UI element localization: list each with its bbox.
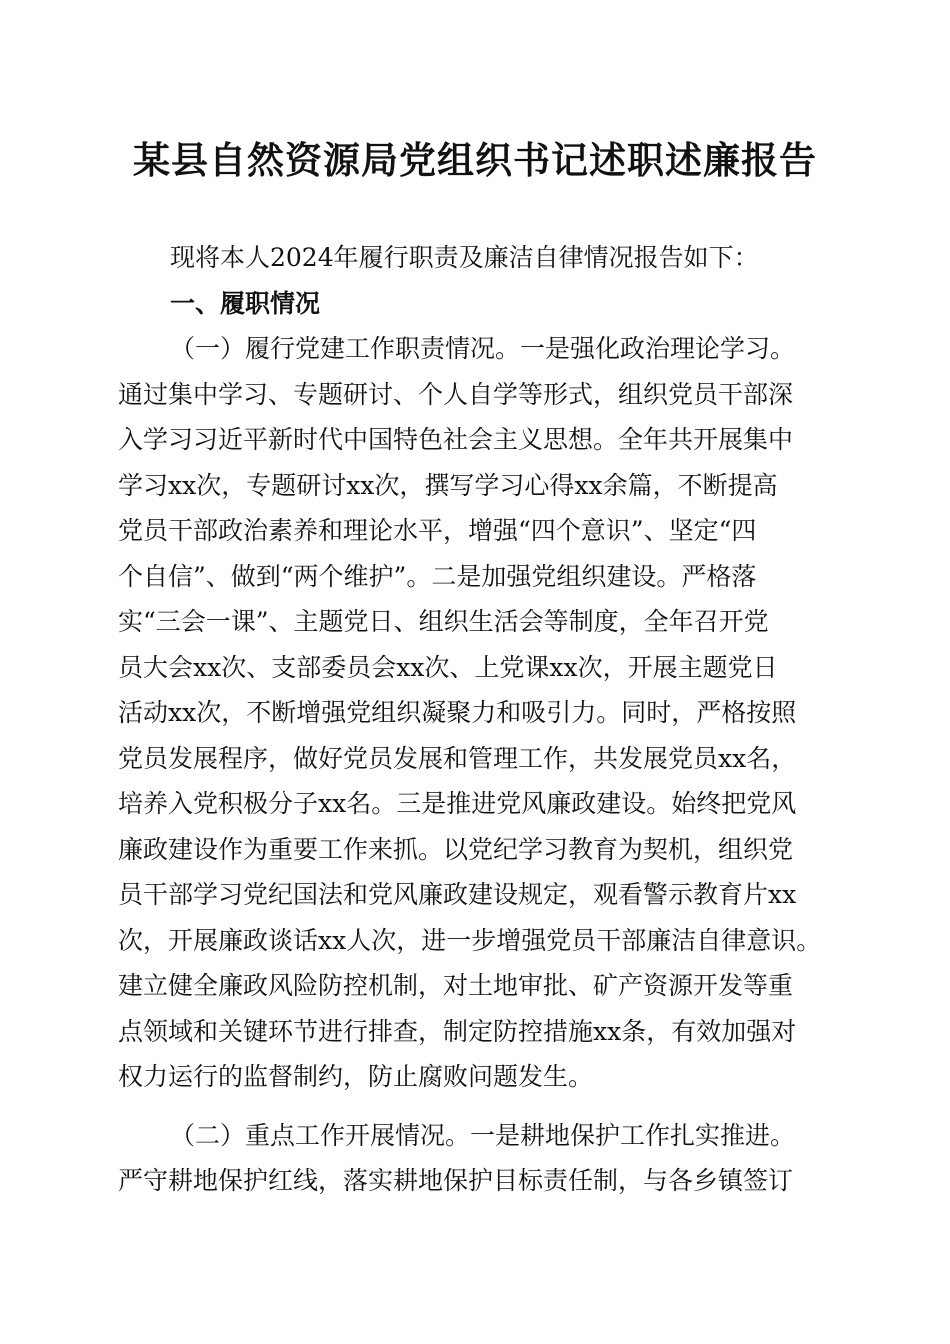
section-heading-1: 一、履职情况 (170, 288, 321, 318)
paragraph-1-line: 学习xx次，专题研讨xx次，撰写学习心得xx余篇，不断提高 (118, 470, 778, 500)
paragraph-1-line: 个自信”、做到“两个维护”。二是加强党组织建设。严格落 (118, 561, 757, 591)
paragraph-1-line: 党员干部政治素养和理论水平，增强“四个意识”、坚定“四 (118, 516, 757, 545)
paragraph-1-line: 建立健全廉政风险防控机制，对土地审批、矿产资源开发等重 (118, 971, 794, 1000)
paragraph-1-line: （一）履行党建工作职责情况。一是强化政治理论学习。 (170, 334, 796, 363)
paragraph-1-line: 实“三会一课”、主题党日、组织生活会等制度，全年召开党 (118, 607, 769, 636)
intro-line: 现将本人2024年履行职责及廉洁自律情况报告如下： (170, 243, 759, 272)
paragraph-1-line: 活动xx次，不断增强党组织凝聚力和吸引力。同时，严格按照 (118, 698, 797, 727)
paragraph-1-line: 权力运行的监督制约，防止腐败问题发生。 (118, 1062, 594, 1091)
paragraph-1-line: 员干部学习党纪国法和党风廉政建设规定，观看警示教育片xx (118, 880, 797, 909)
paragraph-1-line: 通过集中学习、专题研讨、个人自学等形式，组织党员干部深 (118, 379, 794, 409)
paragraph-1-line: 点领域和关键环节进行排查，制定防控措施xx条，有效加强对 (118, 1016, 797, 1046)
document-body (118, 235, 838, 1204)
paragraph-2-line: （二）重点工作开展情况。一是耕地保护工作扎实推进。 (170, 1120, 796, 1150)
paragraph-1-line: 员大会xx次、支部委员会xx次、上党课xx次，开展主题党日 (118, 652, 778, 682)
document-title: 某县自然资源局党组织书记述职述廉报告 (133, 138, 817, 182)
paragraph-1-line: 党员发展程序，做好党员发展和管理工作，共发展党员xx名， (118, 743, 797, 773)
paragraph-1-line: 次，开展廉政谈话xx人次，进一步增强党员干部廉洁自律意识。 (118, 925, 822, 955)
paragraph-1-line: 入学习习近平新时代中国特色社会主义思想。全年共开展集中 (118, 425, 794, 454)
paragraph-1-line: 培养入党积极分子xx名。三是推进党风廉政建设。始终把党风 (118, 789, 797, 818)
paragraph-1-line: 廉政建设作为重要工作来抓。以党纪学习教育为契机，组织党 (118, 834, 794, 864)
paragraph-2-line: 严守耕地保护红线，落实耕地保护目标责任制，与各乡镇签订 (118, 1166, 794, 1195)
